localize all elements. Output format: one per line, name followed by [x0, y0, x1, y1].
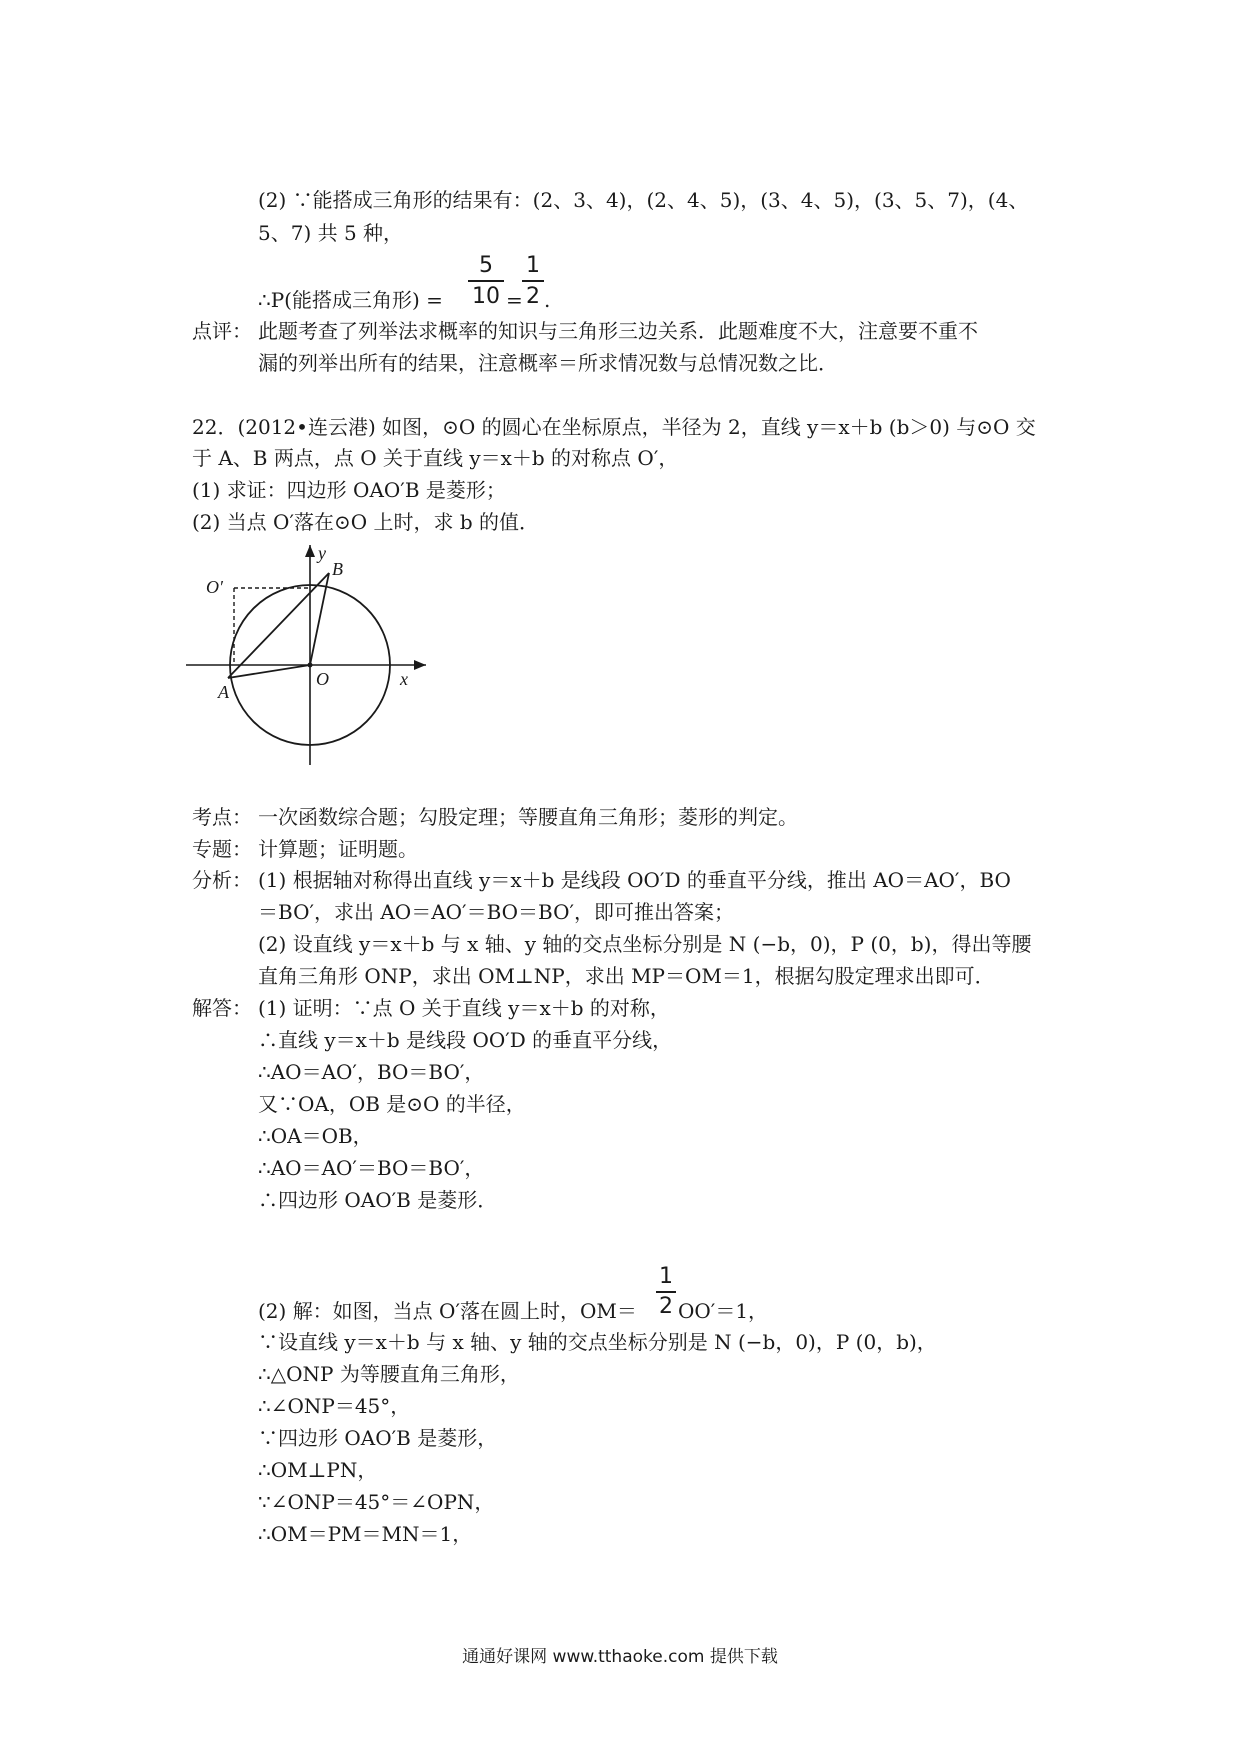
fraction-10-den: 10: [472, 284, 500, 309]
part2-prefix: (2) 解：如图，当点 O′落在圆上时，OM＝: [258, 1299, 637, 1323]
comment-line-1: 此题考查了列举法求概率的知识与三角形三边关系．此题难度不大，注意要不重不: [258, 319, 978, 343]
fraction-2-den: 2: [526, 284, 540, 309]
comment-label: 点评：: [192, 319, 252, 343]
part2-line-3: ∴∠ONP＝45°，: [258, 1394, 411, 1418]
fenxi-line-3: (2) 设直线 y＝x＋b 与 x 轴、y 轴的交点坐标分别是 N (−b，0)，P (0，b)，得出等腰: [258, 932, 1032, 956]
solution-line-3: ∴AO＝AO′，BO＝BO′，: [258, 1060, 485, 1084]
line-ab: [228, 573, 329, 678]
prev-answer-line-2: 5、7) 共 5 种，: [258, 221, 404, 245]
point-o: [308, 663, 313, 668]
label-o-prime: O′: [206, 577, 223, 597]
label-x: x: [400, 669, 408, 689]
zhuanti-text: 计算题；证明题。: [258, 837, 418, 861]
label-a: A: [218, 682, 229, 702]
segment-ob: [310, 573, 329, 665]
y-axis-arrow-icon: [305, 545, 315, 557]
kaodian-label: 考点：: [192, 805, 252, 829]
half-fraction-bar: [656, 1291, 676, 1293]
prev-answer-line-1: (2) ∵能搭成三角形的结果有：(2、3、4)，(2、4、5)，(3、4、5)，(3、5、7)，(4、: [258, 188, 1029, 212]
label-b: B: [332, 559, 343, 579]
solution-line-6: ∴AO＝AO′＝BO＝BO′，: [258, 1156, 485, 1180]
part2-line-7: ∴OM＝PM＝MN＝1，: [258, 1522, 473, 1546]
solution-line-7: ∴四边形 OAO′B 是菱形．: [258, 1188, 498, 1212]
probability-prefix: ∴P(能搭成三角形) =: [258, 288, 443, 312]
solution-line-1: (1) 证明：∵点 O 关于直线 y＝x＋b 的对称，: [258, 996, 670, 1020]
fenxi-line-2: ＝BO′，求出 AO＝AO′＝BO＝BO′，即可推出答案；: [258, 900, 735, 924]
equals-sign: =: [506, 288, 523, 312]
segment-oa: [228, 665, 310, 678]
kaodian-text: 一次函数综合题；勾股定理；等腰直角三角形；菱形的判定。: [258, 805, 798, 829]
fenxi-line-1: (1) 根据轴对称得出直线 y＝x＋b 是线段 OO′D 的垂直平分线，推出 AO＝AO′，BO: [258, 868, 1011, 892]
problem-22-line-1: 22．(2012•连云港) 如图，⊙O 的圆心在坐标原点，半径为 2，直线 y＝x＋b (b＞0) 与⊙O 交: [192, 415, 1036, 439]
part2-line-5: ∴OM⊥PN，: [258, 1458, 378, 1482]
part2-line-6: ∵∠ONP＝45°＝∠OPN，: [258, 1490, 495, 1514]
footer-text: 通通好课网 www.tthaoke.com 提供下载: [462, 1647, 778, 1667]
part2-line-4: ∵四边形 OAO′B 是菱形，: [258, 1426, 498, 1450]
solution-line-2: ∴直线 y＝x＋b 是线段 OO′D 的垂直平分线，: [258, 1028, 673, 1052]
part2-line-2: ∴△ONP 为等腰直角三角形，: [258, 1362, 520, 1386]
solution-line-5: ∴OA＝OB，: [258, 1124, 373, 1148]
x-axis-arrow-icon: [414, 660, 426, 670]
fraction-bar: [522, 280, 544, 282]
fenxi-line-4: 直角三角形 ONP，求出 OM⊥NP，求出 MP＝OM＝1，根据勾股定理求出即可．: [258, 964, 995, 988]
zhuanti-label: 专题：: [192, 837, 252, 861]
geometry-figure: [186, 535, 436, 775]
half-fraction-num: 1: [659, 1264, 673, 1289]
fenxi-label: 分析：: [192, 868, 252, 892]
label-y: y: [318, 543, 326, 563]
solution-label: 解答：: [192, 996, 252, 1020]
fraction-1-num: 1: [526, 253, 540, 278]
problem-22-part-2: (2) 当点 O′落在⊙O 上时，求 b 的值．: [192, 510, 540, 534]
fraction-5-num: 5: [479, 253, 493, 278]
problem-22-part-1: (1) 求证：四边形 OAO′B 是菱形；: [192, 478, 506, 502]
solution-line-4: 又∵OA，OB 是⊙O 的半径，: [258, 1092, 526, 1116]
period: .: [544, 288, 551, 312]
comment-line-2: 漏的列举出所有的结果，注意概率＝所求情况数与总情况数之比．: [258, 351, 838, 375]
fraction-bar: [468, 280, 504, 282]
label-o: O: [316, 669, 329, 689]
problem-22-line-2: 于 A、B 两点，点 O 关于直线 y＝x＋b 的对称点 O′，: [192, 446, 679, 470]
half-fraction-den: 2: [659, 1294, 673, 1319]
part2-suffix: OO′＝1，: [678, 1299, 769, 1323]
part2-line-1: ∵设直线 y＝x＋b 与 x 轴、y 轴的交点坐标分别是 N (−b，0)，P (0，b)，: [258, 1330, 937, 1354]
